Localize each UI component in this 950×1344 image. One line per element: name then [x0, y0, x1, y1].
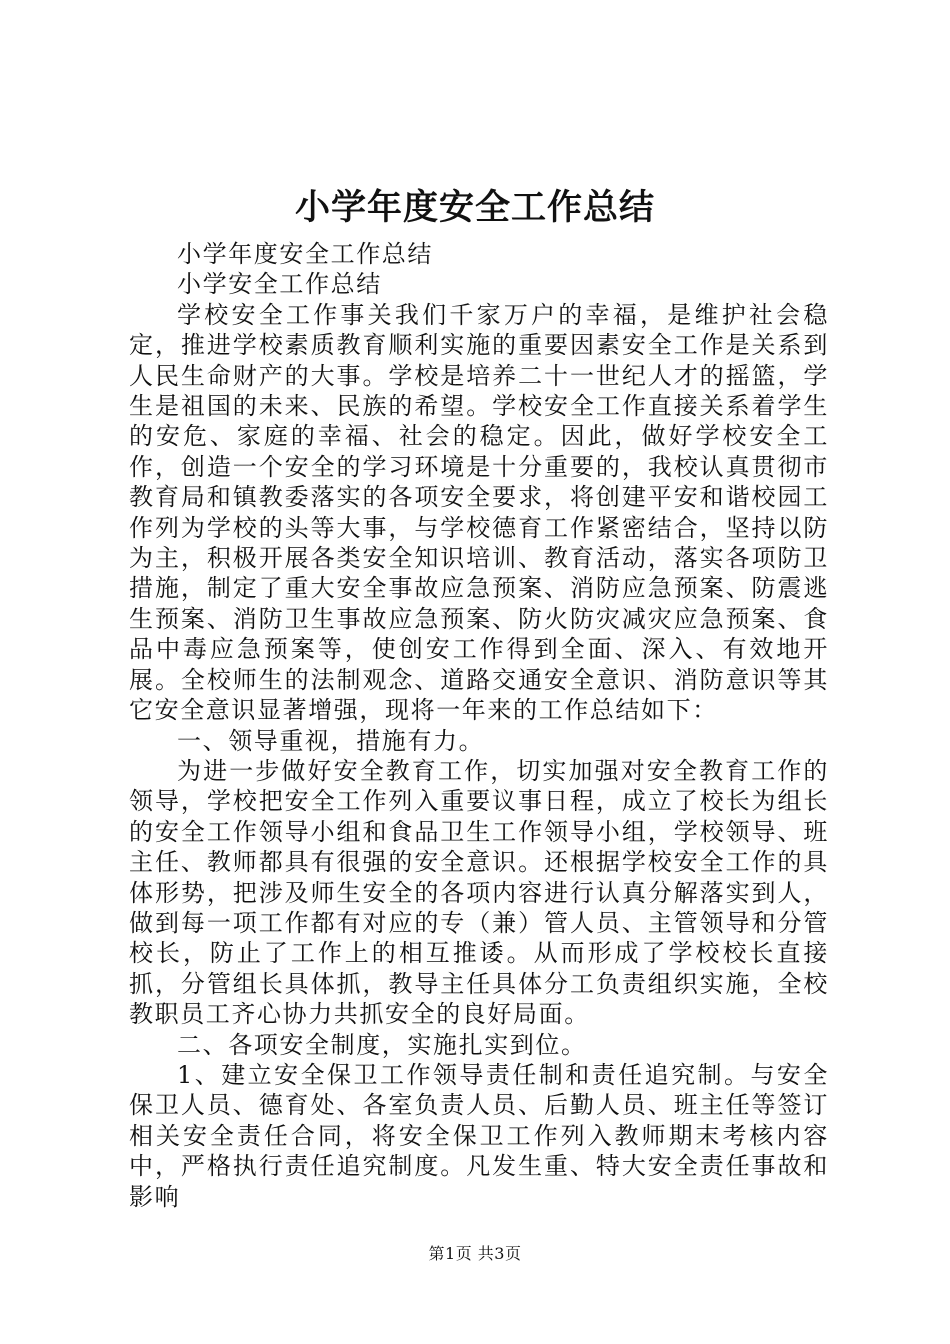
- document-body: [129, 239, 829, 1212]
- paragraph-intro: 学校安全工作事关我们千家万户的幸福，是维护社会稳定，推进学校素质教育顺利实施的重要因素安全工作是关系到人民生命财产的大事。学校是培养二十一世纪人才的摇篮，学生是祖国的未来、民族的希望。学校安全工作直接关系着学生的安危、家庭的幸福、社会的稳定。因此，做好学校安全工作，创造一个安全的学习环境是十分重要的，我校认真贯彻市教育局和镇教委落实的各项安全要求，将创建平安和谐校园工作列为学校的头等大事，与学校德育工作紧密结合，坚持以防为主，积极开展各类安全知识培训、教育活动，落实各项防卫措施，制定了重大安全事故应急预案、消防应急预案、防震逃生预案、消防卫生事故应急预案、防火防灾减灾应急预案、食品中毒应急预案等，使创安工作得到全面、深入、有效地开展。全校师生的法制观念、道路交通安全意识、消防意识等其它安全意识显著增强，现将一年来的工作总结如下：: [129, 300, 829, 725]
- paragraph-subheading: 小学安全工作总结: [177, 270, 382, 299]
- page-footer: 第1页 共3页: [428, 1244, 522, 1263]
- document-title: 小学年度安全工作总结: [294, 187, 655, 228]
- section-heading-2: 二、各项安全制度，实施扎实到位。: [177, 1030, 587, 1059]
- section-heading-1: 一、领导重视，措施有力。: [177, 726, 485, 755]
- paragraph-section-1: 为进一步做好安全教育工作，切实加强对安全教育工作的领导，学校把安全工作列入重要议事日程，成立了校长为组长的安全工作领导小组和食品卫生工作领导小组，学校领导、班主任、教师都具有很强的安全意识。还根据学校安全工作的具体形势，把涉及师生安全的各项内容进行认真分解落实到人，做到每一项工作都有对应的专（兼）管人员、主管领导和分管校长，防止了工作上的相互推诿。从而形成了学校校长直接抓，分管组长具体抓，教导主任具体分工负责组织实施，全校教职员工齐心协力共抓安全的良好局面。: [129, 756, 829, 1029]
- paragraph-subtitle: 小学年度安全工作总结: [177, 240, 433, 268]
- paragraph-section-2-item-1: 1、建立安全保卫工作领导责任制和责任追究制。与安全保卫人员、德育处、各室负责人员、后勤人员、班主任等签订相关安全责任合同，将安全保卫工作列入教师期末考核内容中，严格执行责任追究制度。凡发生重、特大安全责任事故和影响: [129, 1060, 829, 1211]
